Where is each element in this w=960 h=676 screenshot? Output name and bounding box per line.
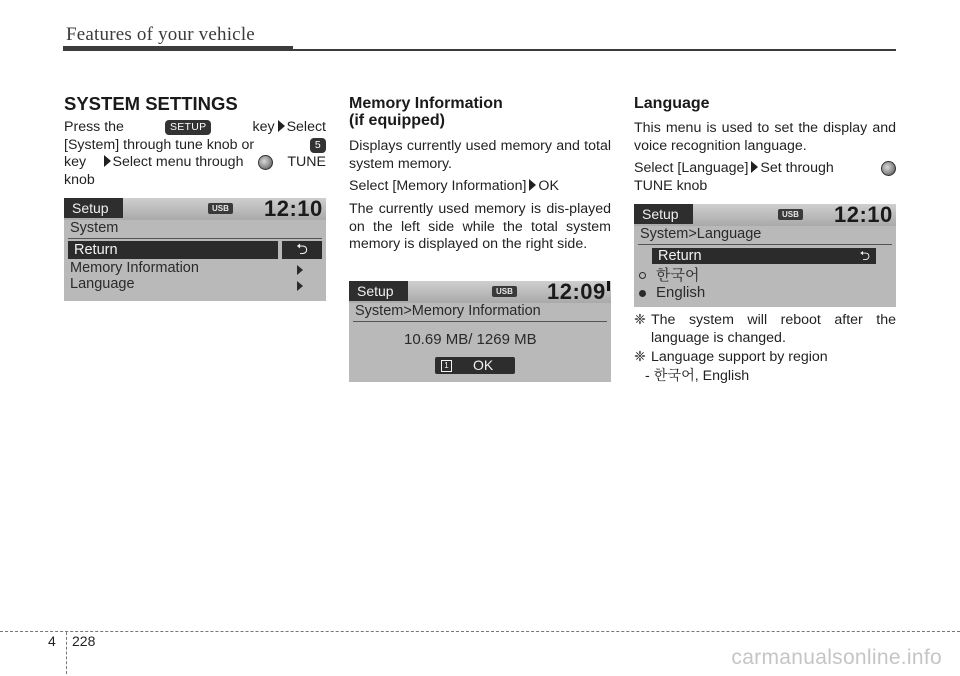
- memory-information-heading: Memory Information (if equipped): [349, 95, 503, 129]
- memory-info-select: Select [Memory Information] OK: [349, 178, 559, 194]
- arrow-right-icon: [751, 161, 758, 173]
- tune-knob-icon: [258, 155, 273, 170]
- screen-title: System: [70, 220, 119, 236]
- return-arrow-icon: ⮌: [859, 248, 870, 263]
- note-mark-icon: ❈: [634, 349, 646, 365]
- chevron-right-icon: [297, 265, 303, 275]
- header-rule-thin: [293, 49, 896, 51]
- setup-tab: Setup: [634, 204, 693, 224]
- footer-divider: [66, 632, 67, 674]
- memory-information-screen: [349, 281, 611, 382]
- setup-tab: Setup: [64, 198, 123, 218]
- arrow-right-icon: [529, 179, 536, 191]
- memory-usage-value: 10.69 MB/ 1269 MB: [404, 331, 537, 348]
- menu-item-return[interactable]: Return: [68, 241, 278, 259]
- memory-info-description: Displays currently used memory and total system memory.: [349, 138, 611, 172]
- memory-info-explanation: The currently used memory is dis-played on the left side while the total system memory is displayed on the right side.: [349, 201, 611, 252]
- chevron-right-icon: [297, 281, 303, 291]
- menu-item-memory-information[interactable]: Memory Information: [70, 260, 199, 276]
- usb-badge: USB: [778, 209, 803, 220]
- page-number: 228: [72, 633, 96, 649]
- running-header: Features of your vehicle: [66, 24, 255, 45]
- option-english[interactable]: English: [656, 284, 706, 301]
- language-support-note: ❈ Language support by region: [634, 349, 828, 365]
- clock-time: 12:10: [264, 198, 323, 221]
- note-mark-icon: ❈: [634, 312, 646, 328]
- reboot-note: ❈ The system will reboot after the language is changed.: [634, 312, 896, 346]
- system-settings-instructions: Press the SETUP key Select [System] through tune knob or 5 key Select menu through TUNE knob: [64, 119, 326, 188]
- language-select-instructions: Select [Language] Set through TUNE knob: [634, 160, 896, 195]
- setup-tab: Setup: [349, 281, 408, 301]
- crop-mark: [607, 281, 610, 291]
- ok-button[interactable]: 1 OK: [435, 357, 515, 374]
- number-5-key-icon: 5: [310, 138, 326, 153]
- menu-item-language[interactable]: Language: [70, 276, 135, 292]
- language-screen: [634, 204, 896, 307]
- usb-badge: USB: [208, 203, 233, 214]
- language-heading: Language: [634, 95, 710, 112]
- text-press: Press the: [64, 119, 124, 135]
- screen-title: System>Language: [640, 226, 762, 242]
- usb-badge: USB: [492, 286, 517, 297]
- tune-knob-icon: [881, 161, 896, 176]
- setup-key-icon: SETUP: [165, 120, 212, 135]
- footer-dashed-rule: [0, 631, 960, 632]
- watermark: carmanualsonline.info: [731, 646, 942, 669]
- language-description: This menu is used to set the display and voice recognition language.: [634, 120, 896, 154]
- screen-title: System>Memory Information: [355, 303, 541, 319]
- system-menu-screen: [64, 198, 326, 301]
- radio-english[interactable]: [639, 290, 646, 297]
- number-1-icon: 1: [441, 360, 452, 372]
- return-button[interactable]: Return ⮌: [652, 248, 876, 264]
- system-settings-heading: SYSTEM SETTINGS: [64, 93, 238, 114]
- radio-korean[interactable]: [639, 272, 646, 279]
- clock-time: 12:10: [834, 204, 893, 227]
- supported-languages: - 한국어, English: [645, 368, 750, 384]
- return-arrow-icon[interactable]: ⮌: [282, 241, 322, 259]
- arrow-right-icon: [278, 120, 285, 132]
- option-korean[interactable]: 한국어: [656, 267, 700, 284]
- header-rule-thick: [63, 46, 293, 51]
- clock-time: 12:09: [547, 281, 606, 304]
- chapter-number: 4: [48, 633, 56, 649]
- arrow-right-icon: [104, 155, 111, 167]
